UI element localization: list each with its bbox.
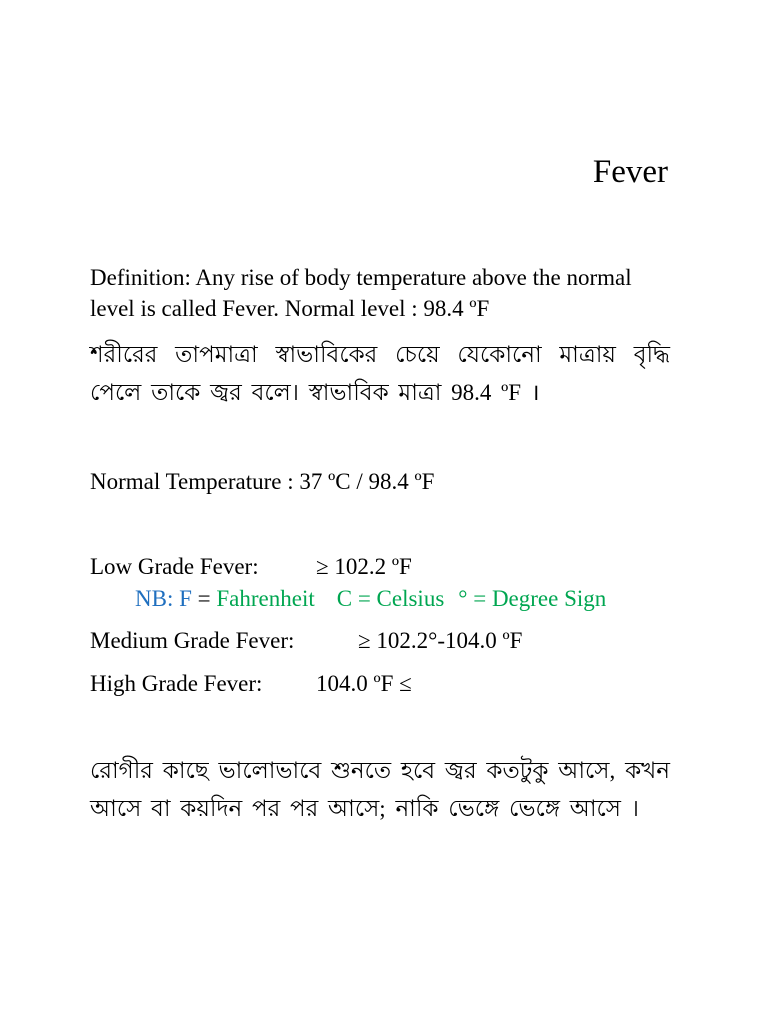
units-note — [135, 583, 606, 614]
low-grade-row — [90, 551, 412, 582]
high-grade-label: High Grade Fever: — [90, 671, 263, 696]
definition-bangla: শরীরের তাপমাত্রা স্বাভাবিকের চেয়ে যেকোনো মাত্রায় বৃদ্ধি পেলে তাকে জ্বর বলে। স্বাভাবিক মাত্রা 98.4 ºF । — [90, 342, 670, 405]
note-celsius: C = Celsius — [336, 586, 445, 611]
medium-grade-row — [90, 625, 523, 656]
high-grade-value: 104.0 ºF ≤ — [316, 671, 412, 696]
note-equals: = — [191, 586, 217, 611]
medium-grade-value: ≥ 102.2°-104.0 ºF — [358, 628, 523, 653]
normal-temperature: Normal Temperature : 37 ºC / 98.4 ºF — [90, 469, 435, 494]
history-note-bangla: রোগীর কাছে ভালোভাবে শুনতে হবে জ্বর কতটুকু আসে, কখন আসে বা কয়দিন পর পর আসে; নাকি ভেঙ্গে ভেঙ্গে আসে । — [90, 758, 670, 821]
definition-english: Definition: Any rise of body temperature above the normal level is called Fever. Normal level : 98.4 ºF — [90, 265, 632, 321]
note-prefix: NB: F — [135, 586, 192, 611]
page-title: Fever — [592, 154, 668, 190]
low-grade-label: Low Grade Fever: — [90, 554, 259, 579]
medium-grade-label: Medium Grade Fever: — [90, 628, 295, 653]
high-grade-row — [90, 668, 412, 699]
low-grade-value: ≥ 102.2 ºF — [316, 554, 412, 579]
note-fahrenheit: Fahrenheit — [216, 586, 315, 611]
note-degree: ° = Degree Sign — [458, 586, 607, 611]
